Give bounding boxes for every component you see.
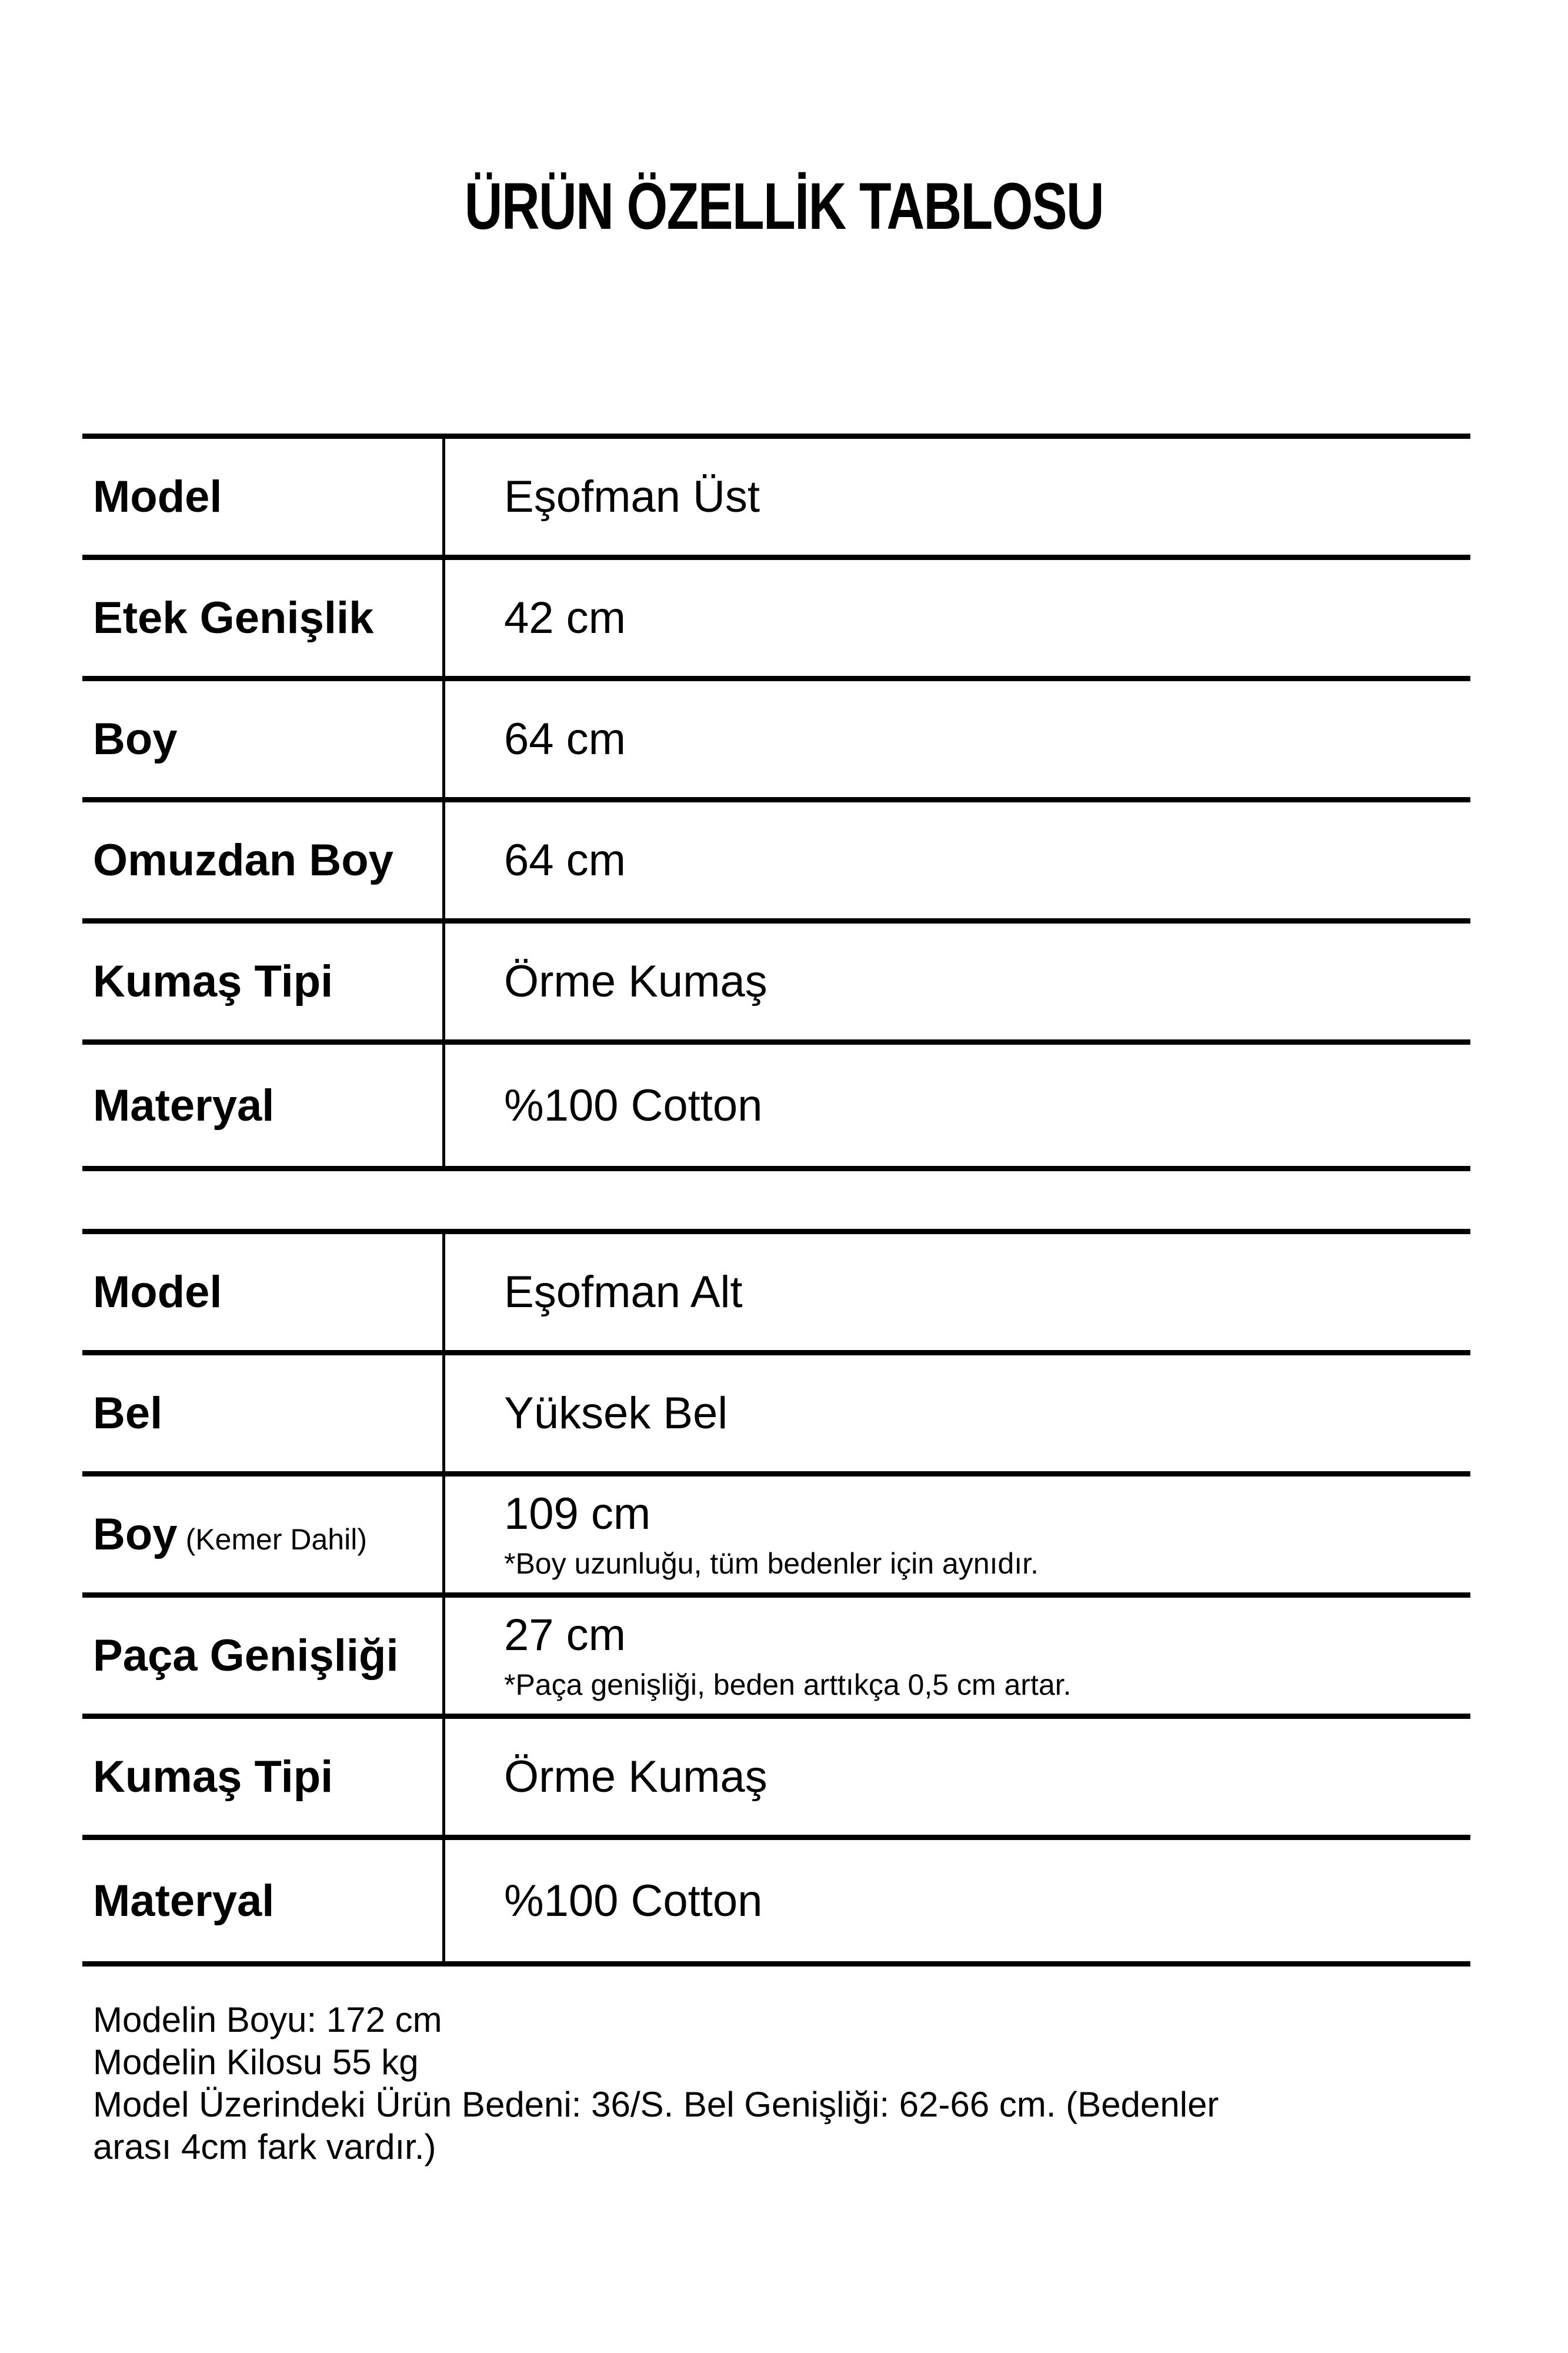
- row-label-text: Kumaş Tipi: [93, 1752, 333, 1802]
- page-title-row: [0, 168, 1568, 244]
- table-row-boy: [82, 681, 1470, 802]
- row-label-note: (Kemer Dahil): [185, 1523, 367, 1556]
- row-value-text: 64 cm: [504, 835, 626, 885]
- row-label: [82, 1355, 442, 1471]
- row-label: [82, 560, 442, 676]
- footer-line-model-boyu: Modelin Boyu: 172 cm: [93, 2000, 442, 2039]
- row-label: [82, 1234, 442, 1350]
- spec-table-esofman-ust: [82, 434, 1470, 1171]
- row-label: [82, 1598, 442, 1714]
- row-label-text: Model: [93, 472, 222, 522]
- row-value: [442, 1840, 1470, 1961]
- table-row-model: [82, 1234, 1470, 1355]
- footer-line-model-kilosu: Modelin Kilosu 55 kg: [93, 2042, 419, 2082]
- row-value-text: Örme Kumaş: [504, 1752, 768, 1802]
- row-value: [442, 439, 1470, 555]
- row-label: [82, 439, 442, 555]
- row-value-note: *Boy uzunluğu, tüm bedenler için aynıdır.: [504, 1547, 1039, 1580]
- row-label: [82, 1840, 442, 1961]
- table-row-model: [82, 439, 1470, 560]
- row-label-text: Model: [93, 1267, 222, 1317]
- row-value-text: 42 cm: [504, 593, 626, 643]
- row-value: [442, 924, 1470, 1039]
- row-value: [442, 1477, 1470, 1592]
- table-row-omuzdan-boy: [82, 802, 1470, 924]
- row-label: [82, 924, 442, 1039]
- row-label-text: Omuzdan Boy: [93, 835, 393, 885]
- row-value-text: 109 cm: [504, 1489, 651, 1539]
- spec-table-esofman-alt: [82, 1229, 1470, 1967]
- row-label-text: Paça Genişliği: [93, 1631, 399, 1681]
- row-value-text: 64 cm: [504, 714, 626, 764]
- row-label-text: Boy: [93, 1509, 178, 1559]
- row-value: [442, 1719, 1470, 1835]
- row-label: [82, 802, 442, 918]
- row-label-text: Kumaş Tipi: [93, 956, 333, 1006]
- table-row-kumas-tipi: [82, 924, 1470, 1045]
- page-title: ÜRÜN ÖZELLİK TABLOSU: [464, 169, 1104, 243]
- table-row-bel: [82, 1355, 1470, 1477]
- row-value-text: Eşofman Alt: [504, 1267, 743, 1317]
- row-label: [82, 1719, 442, 1835]
- table-row-materyal: [82, 1045, 1470, 1166]
- row-label: [82, 1045, 442, 1166]
- row-value-text: 27 cm: [504, 1610, 626, 1660]
- row-value-text: %100 Cotton: [504, 1875, 763, 1926]
- table-row-materyal: [82, 1840, 1470, 1961]
- table-row-kumas-tipi: [82, 1719, 1470, 1840]
- row-value: [442, 681, 1470, 797]
- row-value-note: *Paça genişliği, beden arttıkça 0,5 cm artar.: [504, 1668, 1072, 1701]
- row-value-text: Eşofman Üst: [504, 472, 760, 522]
- row-value-text: Örme Kumaş: [504, 956, 768, 1006]
- row-label-text: Etek Genişlik: [93, 593, 374, 643]
- footer-line-urun-bedeni-devam: arası 4cm fark vardır.): [93, 2127, 436, 2167]
- row-label-text: Materyal: [93, 1875, 275, 1926]
- row-value-text: Yüksek Bel: [504, 1388, 728, 1438]
- row-value: [442, 1045, 1470, 1166]
- row-label-text: Boy: [93, 714, 178, 764]
- row-label-text: Materyal: [93, 1080, 275, 1131]
- table-row-boy-kemer-dahil: [82, 1477, 1470, 1598]
- table-row-etek-genislik: [82, 560, 1470, 681]
- model-info: [93, 1999, 1219, 2168]
- row-value: [442, 1234, 1470, 1350]
- row-value-text: %100 Cotton: [504, 1080, 763, 1131]
- footer-line-urun-bedeni: Model Üzerindeki Ürün Bedeni: 36/S. Bel Genişliği: 62-66 cm. (Bedenler: [93, 2085, 1219, 2124]
- row-value: [442, 1355, 1470, 1471]
- row-label: [82, 681, 442, 797]
- row-value: [442, 560, 1470, 676]
- row-label: [82, 1477, 442, 1592]
- table-row-paca-genisligi: [82, 1598, 1470, 1719]
- row-value: [442, 1598, 1470, 1714]
- row-value: [442, 802, 1470, 918]
- row-label-text: Bel: [93, 1388, 163, 1438]
